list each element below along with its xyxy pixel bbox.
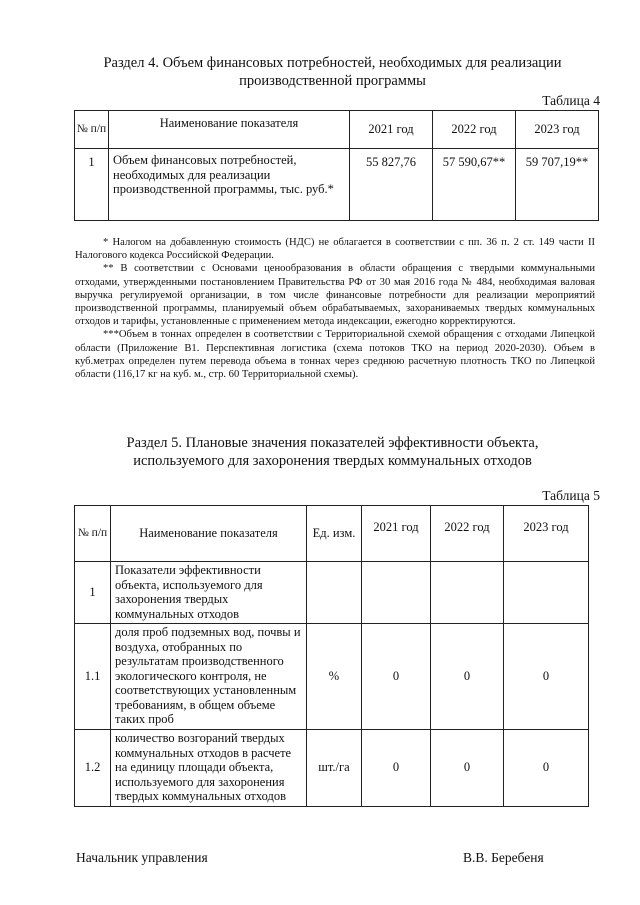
table5-row3-num: 1.2 <box>75 730 111 807</box>
table4-caption: Таблица 4 <box>542 93 600 108</box>
footnote-pricing: ** В соответствии с Основами ценообразования в области обращения с твердыми коммунальными отходами, утвержденными постановлением Правительства РФ от 30 мая 2016 года № 484, необходимая валовая выручка регулируемой организации, в том числе финансовые потребности для реализации мероприятий производственной программы, планируемый объем обрабатываемых, захораниваемых твердых коммунальных отходов и тарифы, установленные с применением метода индексации, ежегодно корректируются. <box>75 263 595 328</box>
table4-header-2022: 2022 год <box>433 111 516 149</box>
table5-row3-name: количество возгораний твердых коммунальных отходов в расчете на единицу площади объекта, используемого для захоронения твердых коммунальных отходов <box>111 730 307 807</box>
table5-row2-name: доля проб подземных вод, почвы и воздуха, отобранных по результатам производственного экологического контроля, не соответствующих установленным требованиям, в общем объеме таких проб <box>111 624 307 730</box>
table5-row2-2023: 0 <box>504 624 589 730</box>
signature-position: Начальник управления <box>76 850 208 865</box>
table4-row1-2021: 55 827,76 <box>350 149 433 221</box>
table5-row2-num: 1.1 <box>75 624 111 730</box>
table-row <box>75 730 589 807</box>
table4-header-row <box>75 111 599 149</box>
table5-row1-unit <box>307 562 362 624</box>
table5-header-name: Наименование показателя <box>111 506 307 562</box>
table5 <box>74 505 589 807</box>
section5-title <box>60 434 605 470</box>
table5-header-num: № п/п <box>75 506 111 562</box>
table5-header-row <box>75 506 589 562</box>
signature-name: В.В. Беребеня <box>463 850 544 865</box>
section5-title-line1: Раздел 5. Плановые значения показателей эффективности объекта, <box>126 435 539 451</box>
table5-caption: Таблица 5 <box>542 488 600 503</box>
table4-header-name: Наименование показателя <box>109 111 350 149</box>
section5-title-line2: используемого для захоронения твердых коммунальных отходов <box>133 453 532 469</box>
table5-row1-name: Показатели эффективности объекта, используемого для захоронения твердых коммунальных отходов <box>111 562 307 624</box>
section4-title-line1: Раздел 4. Объем финансовых потребностей, необходимых для реализации <box>103 55 562 71</box>
table5-row1-num: 1 <box>75 562 111 624</box>
footnote-volume: ***Объем в тоннах определен в соответствии с Территориальной схемой обращения с отходами Липецкой области (Приложение В1. Перспективная логистика (схема потоков ТКО на период 2020-2030). Объем в куб.метрах определен путем перевода объема в тоннах через среднюю расчетную плотность ТКО по Липецкой области (116,17 кг на куб. м., стр. 60 Территориальной схемы). <box>75 329 595 381</box>
table4-row1-num: 1 <box>75 149 109 221</box>
table4-row1-2023: 59 707,19** <box>516 149 599 221</box>
table5-header-unit: Ед. изм. <box>307 506 362 562</box>
table5-header-2022: 2022 год <box>431 506 504 562</box>
table4-header-2023: 2023 год <box>516 111 599 149</box>
table5-row2-2022: 0 <box>431 624 504 730</box>
table5-row2-2021: 0 <box>362 624 431 730</box>
table5-row1-2021 <box>362 562 431 624</box>
table4-row1-name: Объем финансовых потребностей, необходимых для реализации производственной программы, тыс. руб.* <box>109 149 350 221</box>
table5-header-2021: 2021 год <box>362 506 431 562</box>
table5-row2-unit: % <box>307 624 362 730</box>
table5-row1-2023 <box>504 562 589 624</box>
section4-title <box>60 54 605 90</box>
table-row <box>75 149 599 221</box>
footnote-vat: * Налогом на добавленную стоимость (НДС) не облагается в соответствии с пп. 36 п. 2 ст. 149 части II Налогового кодекса Российской Федерации. <box>75 237 595 262</box>
table5-header-2023: 2023 год <box>504 506 589 562</box>
table-row <box>75 562 589 624</box>
table4-row1-2022: 57 590,67** <box>433 149 516 221</box>
table-row <box>75 624 589 730</box>
table5-row3-2023: 0 <box>504 730 589 807</box>
table5-row3-2022: 0 <box>431 730 504 807</box>
table5-row3-unit: шт./га <box>307 730 362 807</box>
section4-title-line2: производственной программы <box>239 73 426 89</box>
table4-header-num: № п/п <box>75 111 109 149</box>
table4 <box>74 110 599 221</box>
table5-row1-2022 <box>431 562 504 624</box>
table5-row3-2021: 0 <box>362 730 431 807</box>
table4-header-2021: 2021 год <box>350 111 433 149</box>
footnotes <box>75 236 595 381</box>
